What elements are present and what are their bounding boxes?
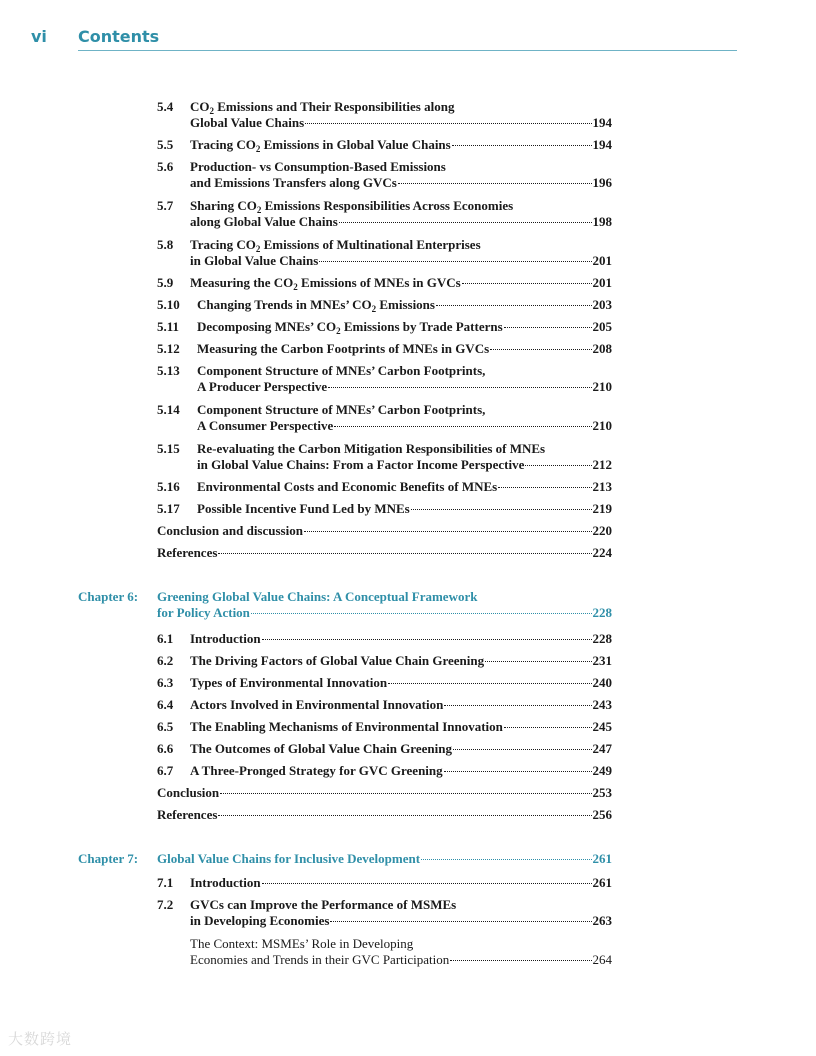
- toc-number: 7.1: [157, 875, 174, 890]
- toc-title: The Enabling Mechanisms of Environmental Innovation: [190, 719, 503, 734]
- toc-entry-7-2[interactable]: [157, 897, 612, 929]
- toc-entry-5-8[interactable]: [157, 237, 612, 269]
- dot-leader: [251, 613, 592, 614]
- dot-leader: [504, 727, 592, 728]
- toc-page: 219: [592, 501, 612, 516]
- toc-entry-6-4[interactable]: [157, 697, 612, 713]
- toc-title: Changing Trends in MNEs’ $CO_2$ Emissions: [197, 297, 435, 314]
- dot-leader: [398, 183, 592, 184]
- toc-title: Introduction: [190, 875, 261, 890]
- toc-page: 213: [592, 479, 612, 494]
- toc-title: Decomposing MNEs’ $CO_2$ Emissions by Trade Patterns: [197, 319, 503, 336]
- toc-title: A Producer Perspective: [197, 379, 328, 394]
- toc-number: 5.7: [157, 198, 174, 213]
- toc-entry-5-10[interactable]: [157, 297, 612, 313]
- toc-number: 6.5: [157, 719, 174, 734]
- toc-page: 263: [592, 913, 612, 928]
- toc-title: in Global Value Chains: From a Factor Income Perspective: [197, 457, 525, 472]
- toc-title: Measuring the $CO_2$ Emissions of MNEs in GVCs: [190, 275, 461, 292]
- dot-leader: [485, 661, 591, 662]
- toc-entry-5-16[interactable]: [157, 479, 612, 495]
- toc-title: in Developing Economies: [190, 913, 330, 928]
- toc-page: 245: [592, 719, 612, 734]
- toc-entry-6-7[interactable]: [157, 763, 612, 779]
- toc-page: 196: [592, 175, 612, 190]
- running-title: Contents: [78, 27, 160, 46]
- toc-entry-5-11[interactable]: [157, 319, 612, 335]
- toc-page: 210: [592, 379, 612, 394]
- toc-page: 249: [592, 763, 612, 778]
- chapter-title-line1: Greening Global Value Chains: A Conceptual Framework: [157, 589, 478, 604]
- dot-leader: [388, 683, 591, 684]
- dot-leader: [452, 145, 592, 146]
- toc-page: 264: [592, 952, 612, 967]
- toc-page: 228: [592, 605, 612, 620]
- toc-title: Environmental Costs and Economic Benefits of MNEs: [197, 479, 498, 494]
- toc-entry-5-7[interactable]: [157, 198, 612, 230]
- dot-leader: [411, 509, 592, 510]
- toc-entry-5-13[interactable]: [157, 363, 612, 395]
- watermark-logo: 大数跨境: [8, 1030, 73, 1048]
- toc-title: Global Value Chains: [190, 115, 305, 130]
- toc-number: 6.6: [157, 741, 174, 756]
- dot-leader: [498, 487, 591, 488]
- toc-title: Economies and Trends in their GVC Participation: [190, 952, 450, 967]
- chapter-number: Chapter 7:: [78, 851, 139, 866]
- toc-page: 203: [592, 297, 612, 312]
- toc-entry-chapter5-conclusion[interactable]: [157, 523, 612, 539]
- toc-title: Possible Incentive Fund Led by MNEs: [197, 501, 410, 516]
- toc-title-line1: Tracing $CO_2$ Emissions of Multinational Enterprises: [190, 237, 481, 254]
- toc-number: 6.3: [157, 675, 174, 690]
- dot-leader: [444, 771, 592, 772]
- toc-number: 6.4: [157, 697, 174, 712]
- dot-leader: [328, 387, 591, 388]
- toc-entry-5-12[interactable]: [157, 341, 612, 357]
- dot-leader: [334, 426, 591, 427]
- toc-page: 261: [592, 851, 612, 866]
- toc-title-line1: $CO_2$ Emissions and Their Responsibilities along: [190, 99, 455, 116]
- toc-title: The Driving Factors of Global Value Chain Greening: [190, 653, 485, 668]
- toc-number: 5.5: [157, 137, 174, 152]
- toc-title: A Consumer Perspective: [197, 418, 334, 433]
- toc-entry-5-6[interactable]: [157, 159, 612, 191]
- page-number: vi: [31, 27, 47, 46]
- toc-title: The Outcomes of Global Value Chain Greening: [190, 741, 452, 756]
- dot-leader: [220, 793, 591, 794]
- toc-title: Measuring the Carbon Footprints of MNEs in GVCs: [197, 341, 490, 356]
- toc-title-line1: Re-evaluating the Carbon Mitigation Responsibilities of MNEs: [197, 441, 546, 456]
- toc-number: 6.2: [157, 653, 174, 668]
- toc-number: 5.6: [157, 159, 174, 174]
- toc-page: 256: [592, 807, 612, 822]
- toc-page: 243: [592, 697, 612, 712]
- toc-title: Tracing $CO_2$ Emissions in Global Value Chains: [190, 137, 451, 154]
- dot-leader: [339, 222, 592, 223]
- toc-title: Conclusion and discussion: [157, 523, 303, 538]
- toc-title-line1: Sharing $CO_2$ Emissions Responsibilities Across Economies: [190, 198, 514, 215]
- dot-leader: [450, 960, 591, 961]
- toc-page: 201: [592, 253, 612, 268]
- toc-entry-5-15[interactable]: [157, 441, 612, 473]
- toc-page: 212: [592, 457, 612, 472]
- dot-leader: [218, 553, 591, 554]
- toc-page: 231: [592, 653, 612, 668]
- toc-title: Introduction: [190, 631, 261, 646]
- toc-entry-5-5[interactable]: [157, 137, 612, 153]
- toc-number: 5.9: [157, 275, 174, 290]
- chapter-title: Global Value Chains for Inclusive Development: [157, 851, 421, 866]
- toc-entry-6-2[interactable]: [157, 653, 612, 669]
- toc-number: 6.7: [157, 763, 174, 778]
- toc-number: 5.12: [157, 341, 180, 356]
- toc-page: 220: [592, 523, 612, 538]
- toc-number: 6.1: [157, 631, 174, 646]
- toc-number: 5.10: [157, 297, 180, 312]
- toc-page: 228: [592, 631, 612, 646]
- toc-title-line1: Component Structure of MNEs’ Carbon Footprints,: [197, 402, 486, 417]
- toc-number: 5.11: [157, 319, 180, 334]
- toc-title: in Global Value Chains: [190, 253, 319, 268]
- toc-number: 5.8: [157, 237, 174, 252]
- toc-number: 7.2: [157, 897, 174, 912]
- toc-page: 247: [592, 741, 612, 756]
- toc-page: 261: [592, 875, 612, 890]
- dot-leader: [490, 349, 591, 350]
- toc-page: 194: [592, 137, 612, 152]
- dot-leader: [218, 815, 591, 816]
- page-header: [0, 0, 816, 60]
- toc-page: 208: [592, 341, 612, 356]
- toc-entry-6-5[interactable]: [157, 719, 612, 735]
- dot-leader: [319, 261, 591, 262]
- toc-entry-5-17[interactable]: [157, 501, 612, 517]
- toc-number: 5.17: [157, 501, 180, 516]
- dot-leader: [462, 283, 592, 284]
- toc-entry-7-2-context[interactable]: [157, 936, 612, 968]
- toc-entry-6-6[interactable]: [157, 741, 612, 757]
- dot-leader: [421, 859, 591, 860]
- toc-page: 210: [592, 418, 612, 433]
- toc-chapter-6[interactable]: [78, 589, 612, 621]
- toc-page: 205: [592, 319, 612, 334]
- toc-page: 240: [592, 675, 612, 690]
- toc-entry-chapter5-references[interactable]: [157, 545, 612, 561]
- toc-title: Types of Environmental Innovation: [190, 675, 388, 690]
- dot-leader: [262, 883, 592, 884]
- toc-title-line1: Production- vs Consumption-Based Emissions: [190, 159, 446, 174]
- toc-page: 194: [592, 115, 612, 130]
- toc-entry-5-14[interactable]: [157, 402, 612, 434]
- toc-number: 5.15: [157, 441, 180, 456]
- chapter-number: Chapter 6:: [78, 589, 139, 604]
- toc-title: References: [157, 807, 218, 822]
- toc-entry-chapter6-references[interactable]: [157, 807, 612, 823]
- header-rule: [78, 50, 737, 51]
- toc-entry-6-1[interactable]: [157, 631, 612, 647]
- dot-leader: [525, 465, 591, 466]
- toc-title-line1: GVCs can Improve the Performance of MSMEs: [190, 897, 457, 912]
- toc-page: 224: [592, 545, 612, 560]
- toc-number: 5.14: [157, 402, 180, 417]
- dot-leader: [330, 921, 591, 922]
- dot-leader: [504, 327, 592, 328]
- toc-entry-5-9[interactable]: [157, 275, 612, 291]
- chapter-title: for Policy Action: [157, 605, 250, 620]
- toc-title: References: [157, 545, 218, 560]
- toc-title: Conclusion: [157, 785, 220, 800]
- toc-entry-7-1[interactable]: [157, 875, 612, 891]
- toc-title-line1: Component Structure of MNEs’ Carbon Footprints,: [197, 363, 486, 378]
- toc-title-line1: The Context: MSMEs’ Role in Developing: [190, 936, 414, 951]
- toc-title: along Global Value Chains: [190, 214, 338, 229]
- toc-title: A Three-Pronged Strategy for GVC Greening: [190, 763, 443, 778]
- dot-leader: [304, 531, 592, 532]
- dot-leader: [305, 123, 591, 124]
- toc-number: 5.16: [157, 479, 180, 494]
- toc-entry-6-3[interactable]: [157, 675, 612, 691]
- toc-number: 5.13: [157, 363, 180, 378]
- dot-leader: [444, 705, 591, 706]
- toc-page: 198: [592, 214, 612, 229]
- toc-entry-chapter6-conclusion[interactable]: [157, 785, 612, 801]
- dot-leader: [453, 749, 592, 750]
- toc-chapter-7[interactable]: [78, 851, 612, 867]
- dot-leader: [436, 305, 592, 306]
- dot-leader: [262, 639, 592, 640]
- toc-title: Actors Involved in Environmental Innovation: [190, 697, 444, 712]
- toc-page: 201: [592, 275, 612, 290]
- toc-number: 5.4: [157, 99, 174, 114]
- toc-page: 253: [592, 785, 612, 800]
- toc-title: and Emissions Transfers along GVCs: [190, 175, 397, 190]
- toc-entry-5-4[interactable]: [157, 99, 612, 131]
